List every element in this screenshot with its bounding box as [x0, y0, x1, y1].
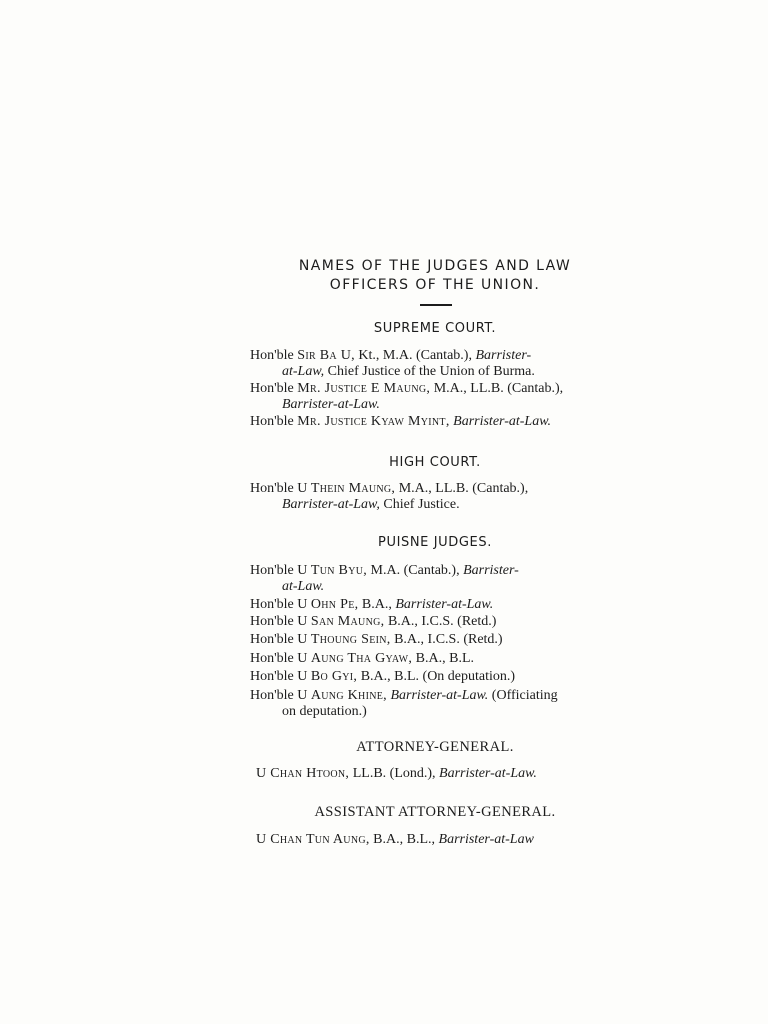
entry-title: Barrister-at-Law.: [282, 397, 380, 412]
entry-title: Barrister-at-Law.: [386, 688, 489, 703]
entry-prefix: Hon'ble U: [250, 481, 311, 496]
judge-name: Tun Byu,: [310, 563, 368, 578]
entry-qualifications: B.A., B.L. (On deputation.): [357, 669, 516, 684]
entry-qualifications: B.A., B.L.: [412, 651, 475, 666]
supreme-court-entry-2: [250, 380, 563, 397]
entry-office: Chief Justice of the Union of Burma.: [324, 364, 535, 379]
judge-name: Ohn Pe,: [310, 597, 359, 612]
entry-prefix: Hon'ble: [250, 381, 298, 396]
puisne-judge-entry-7-cont: [282, 703, 367, 720]
judge-name: Sir Ba U,: [297, 348, 355, 363]
entry-prefix: Hon'ble U: [250, 614, 311, 629]
officer-name: U Chan Tun Aung,: [256, 832, 370, 847]
puisne-judge-entry-2: [250, 596, 493, 613]
high-court-heading: HIGH COURT.: [389, 455, 481, 470]
puisne-judge-entry-6: [250, 668, 515, 685]
page-title-line-2: OFFICERS OF THE UNION.: [329, 277, 541, 293]
judge-name: Mr. Justice E Maung,: [297, 381, 431, 396]
entry-qualifications: M.A. (Cantab.),: [367, 563, 464, 578]
entry-qualifications: B.A.,: [358, 597, 396, 612]
puisne-judge-entry-5: [250, 650, 474, 667]
puisne-judge-entry-3: [250, 613, 496, 630]
entry-prefix: Hon'ble U: [250, 597, 311, 612]
title-divider: [420, 304, 452, 306]
high-court-entry-1-cont: [282, 496, 460, 513]
puisne-judge-entry-1-cont: [282, 578, 324, 595]
supreme-court-entry-3: [250, 413, 551, 430]
assistant-attorney-general-entry: [256, 831, 534, 848]
supreme-court-entry-1: [250, 347, 531, 364]
entry-qualifications: B.A., I.C.S. (Retd.): [390, 632, 503, 647]
entry-qualifications: LL.B. (Lond.),: [349, 766, 440, 781]
entry-qualifications: B.A., I.C.S. (Retd.): [384, 614, 497, 629]
entry-title: Barrister-at-Law,: [282, 497, 380, 512]
judge-name: Aung Tha Gyaw,: [310, 651, 413, 666]
attorney-general-entry: [256, 765, 537, 782]
puisne-judges-heading: PUISNE JUDGES.: [378, 535, 492, 550]
entry-title: Barrister-: [475, 348, 532, 363]
supreme-court-heading: SUPREME COURT.: [373, 321, 497, 336]
entry-title: at-Law.: [282, 579, 325, 594]
judge-name: Thoung Sein,: [310, 632, 391, 647]
assistant-attorney-general-heading: ASSISTANT ATTORNEY-GENERAL.: [314, 804, 556, 820]
supreme-court-entry-2-cont: [282, 396, 380, 413]
puisne-judge-entry-7: [250, 687, 558, 704]
puisne-judge-entry-1: [250, 562, 519, 579]
entry-prefix: Hon'ble: [250, 348, 298, 363]
judge-name: Bo Gyi,: [310, 669, 358, 684]
entry-title: Barrister-at-Law.: [439, 766, 537, 781]
judge-name: San Maung,: [310, 614, 385, 629]
entry-qualifications: B.A., B.L.,: [369, 832, 439, 847]
entry-title: Barrister-: [463, 563, 519, 578]
page-title-line-1: NAMES OF THE JUDGES AND LAW: [298, 258, 572, 274]
entry-prefix: Hon'ble U: [250, 563, 311, 578]
high-court-entry-1: [250, 480, 528, 497]
judge-name: Mr. Justice Kyaw Myint,: [297, 414, 450, 429]
attorney-general-heading: ATTORNEY-GENERAL.: [356, 739, 514, 755]
entry-prefix: Hon'ble U: [250, 651, 311, 666]
entry-prefix: Hon'ble U: [250, 632, 311, 647]
entry-qualifications: M.A., LL.B. (Cantab.),: [395, 481, 529, 496]
entry-prefix: Hon'ble U: [250, 669, 311, 684]
supreme-court-entry-1-cont: [282, 363, 535, 380]
judge-name: Aung Khine,: [310, 688, 387, 703]
entry-note: (Officiating: [488, 688, 558, 703]
entry-title: Barrister-at-Law.: [395, 597, 494, 612]
entry-prefix: Hon'ble: [250, 414, 298, 429]
entry-note: on deputation.): [282, 704, 367, 719]
entry-title: Barrister-at-Law.: [449, 414, 551, 429]
puisne-judge-entry-4: [250, 631, 503, 648]
entry-title: Barrister-at-Law: [438, 832, 534, 847]
entry-prefix: Hon'ble U: [250, 688, 311, 703]
entry-title: at-Law,: [282, 364, 325, 379]
entry-qualifications: Kt., M.A. (Cantab.),: [354, 348, 476, 363]
entry-office: Chief Justice.: [379, 497, 460, 512]
judge-name: Thein Maung,: [310, 481, 396, 496]
officer-name: U Chan Htoon,: [256, 766, 350, 781]
entry-qualifications: M.A., LL.B. (Cantab.),: [430, 381, 564, 396]
